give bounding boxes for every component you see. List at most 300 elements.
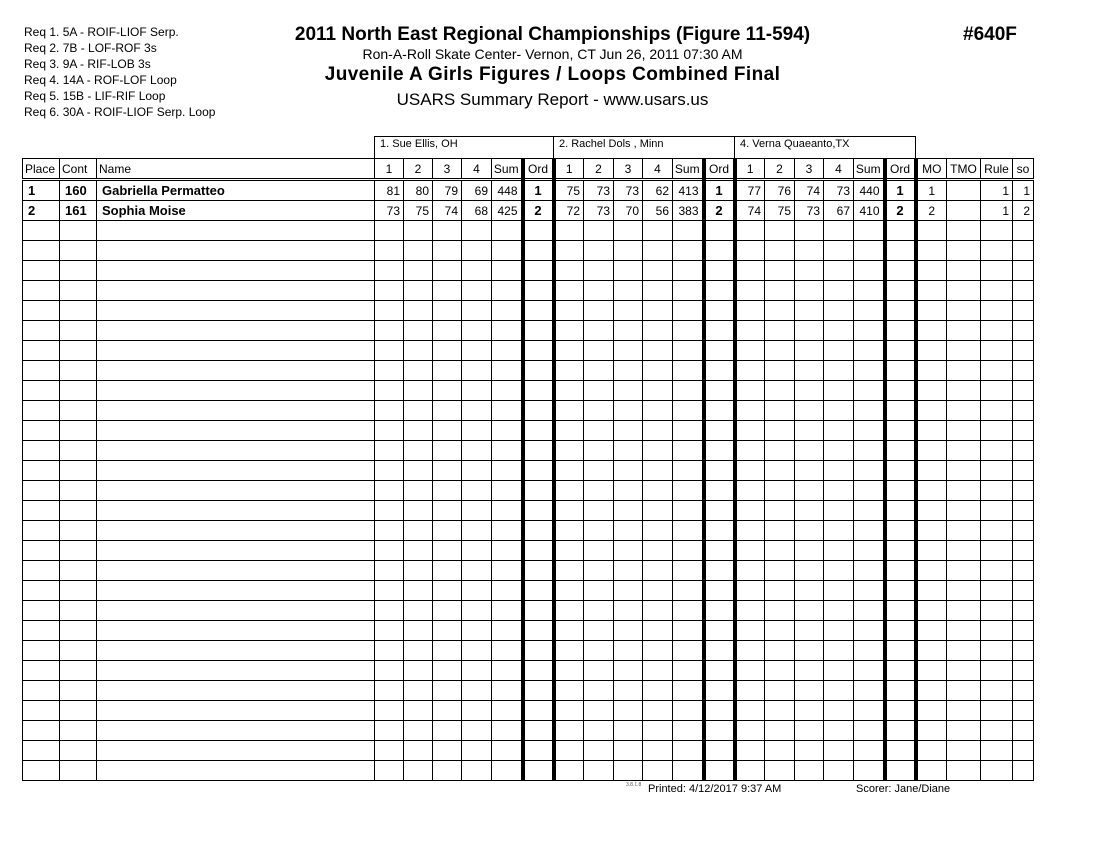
competition-title: 2011 North East Regional Championships (Figure 11-594) <box>294 24 811 45</box>
empty-cell <box>765 521 795 541</box>
empty-cell <box>795 381 824 401</box>
empty-cell <box>704 741 735 761</box>
empty-cell <box>404 761 433 781</box>
empty-cell <box>492 441 523 461</box>
empty-cell <box>735 221 765 241</box>
empty-cell <box>824 601 854 621</box>
empty-cell <box>885 641 916 661</box>
empty-cell <box>492 341 523 361</box>
empty-cell <box>795 361 824 381</box>
empty-cell <box>854 461 885 481</box>
empty-cell <box>375 401 404 421</box>
col-place: Place <box>23 159 60 180</box>
empty-cell <box>614 681 643 701</box>
empty-cell <box>735 401 765 421</box>
empty-cell <box>404 241 433 261</box>
empty-cell <box>23 581 60 601</box>
empty-cell <box>885 481 916 501</box>
empty-cell <box>584 261 614 281</box>
empty-cell <box>554 361 584 381</box>
sum-cell: 448 <box>492 180 523 201</box>
empty-cell <box>523 681 554 701</box>
empty-cell <box>643 401 673 421</box>
empty-cell <box>981 401 1013 421</box>
empty-cell <box>735 701 765 721</box>
empty-cell <box>584 481 614 501</box>
empty-cell <box>584 661 614 681</box>
empty-cell <box>947 601 981 621</box>
empty-cell <box>1013 501 1034 521</box>
empty-row <box>23 221 1034 241</box>
empty-cell <box>523 261 554 281</box>
empty-cell <box>375 421 404 441</box>
empty-row <box>23 741 1034 761</box>
empty-cell <box>404 281 433 301</box>
empty-cell <box>492 501 523 521</box>
empty-cell <box>824 401 854 421</box>
empty-cell <box>824 581 854 601</box>
empty-cell <box>1013 661 1034 681</box>
empty-cell <box>735 621 765 641</box>
empty-cell <box>854 701 885 721</box>
ord-cell: 1 <box>885 180 916 201</box>
empty-cell <box>462 741 492 761</box>
empty-cell <box>492 261 523 281</box>
empty-cell <box>981 261 1013 281</box>
empty-cell <box>433 641 462 661</box>
empty-cell <box>704 461 735 481</box>
empty-cell <box>554 761 584 781</box>
empty-cell <box>981 241 1013 261</box>
empty-cell <box>765 761 795 781</box>
requirement-item: Req 3. 9A - RIF-LOB 3s <box>24 57 151 71</box>
empty-cell <box>614 241 643 261</box>
empty-cell <box>916 621 947 641</box>
empty-cell <box>981 761 1013 781</box>
empty-cell <box>735 681 765 701</box>
empty-cell <box>1013 301 1034 321</box>
empty-cell <box>462 461 492 481</box>
empty-cell <box>854 301 885 321</box>
empty-cell <box>704 301 735 321</box>
empty-cell <box>765 561 795 581</box>
empty-cell <box>614 621 643 641</box>
event-title: Juvenile A Girls Figures / Loops Combined Final <box>324 64 781 85</box>
score-cell: 67 <box>824 201 854 221</box>
empty-cell <box>704 601 735 621</box>
empty-cell <box>614 561 643 581</box>
empty-cell <box>795 621 824 641</box>
empty-cell <box>97 341 375 361</box>
empty-cell <box>404 421 433 441</box>
empty-cell <box>523 581 554 601</box>
empty-cell <box>433 521 462 541</box>
empty-cell <box>23 561 60 581</box>
empty-cell <box>584 541 614 561</box>
empty-cell <box>673 601 704 621</box>
empty-cell <box>60 701 97 721</box>
empty-cell <box>643 321 673 341</box>
empty-cell <box>1013 541 1034 561</box>
empty-cell <box>916 601 947 621</box>
empty-row <box>23 321 1034 341</box>
empty-cell <box>795 221 824 241</box>
empty-cell <box>916 741 947 761</box>
empty-cell <box>375 441 404 461</box>
empty-cell <box>23 761 60 781</box>
col-j3-1: 1 <box>735 159 765 180</box>
scorer-names: Scorer: Jane/Diane <box>856 783 951 795</box>
empty-cell <box>60 721 97 741</box>
empty-cell <box>795 301 824 321</box>
empty-cell <box>433 481 462 501</box>
col-mo: MO <box>916 159 947 180</box>
empty-cell <box>433 681 462 701</box>
empty-cell <box>947 241 981 261</box>
empty-cell <box>824 501 854 521</box>
empty-cell <box>584 341 614 361</box>
empty-cell <box>765 261 795 281</box>
empty-cell <box>643 561 673 581</box>
empty-cell <box>584 281 614 301</box>
empty-cell <box>60 341 97 361</box>
empty-cell <box>916 661 947 681</box>
empty-cell <box>433 321 462 341</box>
empty-cell <box>433 241 462 261</box>
empty-cell <box>404 401 433 421</box>
empty-cell <box>704 441 735 461</box>
empty-cell <box>916 401 947 421</box>
score-cell: 76 <box>765 180 795 201</box>
ord-cell: 2 <box>523 201 554 221</box>
empty-cell <box>60 481 97 501</box>
empty-cell <box>981 361 1013 381</box>
empty-cell <box>673 641 704 661</box>
empty-cell <box>492 581 523 601</box>
empty-row <box>23 641 1034 661</box>
empty-cell <box>60 761 97 781</box>
empty-cell <box>947 701 981 721</box>
empty-cell <box>673 761 704 781</box>
empty-cell <box>673 701 704 721</box>
empty-cell <box>947 641 981 661</box>
empty-cell <box>462 221 492 241</box>
empty-cell <box>60 601 97 621</box>
empty-cell <box>523 701 554 721</box>
empty-cell <box>462 421 492 441</box>
empty-cell <box>60 281 97 301</box>
empty-cell <box>916 761 947 781</box>
empty-cell <box>433 541 462 561</box>
empty-cell <box>523 301 554 321</box>
empty-cell <box>824 701 854 721</box>
empty-cell <box>614 721 643 741</box>
empty-cell <box>584 381 614 401</box>
score-cell: 73 <box>375 201 404 221</box>
empty-cell <box>523 281 554 301</box>
empty-cell <box>885 601 916 621</box>
empty-cell <box>614 741 643 761</box>
score-cell: 72 <box>554 201 584 221</box>
empty-cell <box>981 521 1013 541</box>
empty-cell <box>614 401 643 421</box>
empty-cell <box>584 461 614 481</box>
empty-cell <box>462 261 492 281</box>
empty-cell <box>60 321 97 341</box>
empty-cell <box>643 441 673 461</box>
empty-cell <box>23 401 60 421</box>
empty-cell <box>1013 241 1034 261</box>
empty-cell <box>375 481 404 501</box>
empty-cell <box>523 721 554 741</box>
empty-cell <box>433 421 462 441</box>
empty-cell <box>916 361 947 381</box>
empty-cell <box>885 661 916 681</box>
col-rule: Rule <box>981 159 1013 180</box>
empty-cell <box>947 681 981 701</box>
col-j3-sum: Sum <box>854 159 885 180</box>
empty-cell <box>433 601 462 621</box>
empty-cell <box>433 361 462 381</box>
empty-cell <box>375 641 404 661</box>
empty-cell <box>492 601 523 621</box>
empty-cell <box>462 581 492 601</box>
cont-cell: 161 <box>60 201 97 221</box>
empty-row <box>23 661 1034 681</box>
empty-cell <box>916 461 947 481</box>
empty-cell <box>765 641 795 661</box>
empty-cell <box>614 221 643 241</box>
empty-cell <box>735 601 765 621</box>
score-cell: 74 <box>433 201 462 221</box>
empty-cell <box>375 681 404 701</box>
empty-cell <box>885 461 916 481</box>
empty-cell <box>704 241 735 261</box>
empty-cell <box>885 621 916 641</box>
empty-cell <box>462 661 492 681</box>
score-cell: 80 <box>404 180 433 201</box>
empty-cell <box>916 521 947 541</box>
empty-cell <box>795 341 824 361</box>
score-cell: 74 <box>735 201 765 221</box>
empty-cell <box>643 541 673 561</box>
empty-cell <box>375 461 404 481</box>
empty-cell <box>735 481 765 501</box>
empty-cell <box>795 501 824 521</box>
empty-cell <box>854 661 885 681</box>
empty-cell <box>614 361 643 381</box>
empty-cell <box>1013 461 1034 481</box>
empty-cell <box>673 441 704 461</box>
empty-cell <box>523 221 554 241</box>
empty-cell <box>854 421 885 441</box>
empty-cell <box>554 681 584 701</box>
empty-cell <box>375 621 404 641</box>
empty-cell <box>523 421 554 441</box>
empty-cell <box>97 221 375 241</box>
empty-cell <box>97 301 375 321</box>
empty-cell <box>492 221 523 241</box>
empty-cell <box>673 721 704 741</box>
empty-cell <box>1013 481 1034 501</box>
requirement-item: Req 2. 7B - LOF-ROF 3s <box>24 41 157 55</box>
empty-cell <box>433 721 462 741</box>
empty-cell <box>704 341 735 361</box>
empty-cell <box>947 481 981 501</box>
empty-cell <box>554 481 584 501</box>
empty-cell <box>735 341 765 361</box>
empty-cell <box>673 301 704 321</box>
empty-cell <box>765 501 795 521</box>
sum-cell: 413 <box>673 180 704 201</box>
empty-cell <box>947 461 981 481</box>
empty-cell <box>643 721 673 741</box>
table-row <box>23 180 1034 201</box>
empty-cell <box>916 221 947 241</box>
empty-cell <box>643 301 673 321</box>
empty-cell <box>23 361 60 381</box>
empty-cell <box>824 241 854 261</box>
empty-cell <box>584 501 614 521</box>
empty-cell <box>23 281 60 301</box>
empty-cell <box>981 481 1013 501</box>
empty-cell <box>916 581 947 601</box>
empty-cell <box>433 701 462 721</box>
empty-cell <box>404 701 433 721</box>
empty-cell <box>673 341 704 361</box>
empty-cell <box>584 761 614 781</box>
empty-cell <box>97 241 375 261</box>
empty-cell <box>554 241 584 261</box>
empty-cell <box>704 361 735 381</box>
empty-cell <box>23 741 60 761</box>
empty-cell <box>60 301 97 321</box>
empty-cell <box>60 261 97 281</box>
empty-cell <box>916 701 947 721</box>
requirement-item: Req 1. 5A - ROIF-LIOF Serp. <box>24 25 179 39</box>
empty-cell <box>643 461 673 481</box>
empty-cell <box>462 621 492 641</box>
empty-cell <box>795 541 824 561</box>
col-cont: Cont <box>60 159 97 180</box>
empty-cell <box>433 501 462 521</box>
empty-cell <box>492 561 523 581</box>
empty-cell <box>824 461 854 481</box>
so-cell: 2 <box>1013 201 1034 221</box>
empty-cell <box>492 361 523 381</box>
empty-cell <box>23 621 60 641</box>
score-cell: 56 <box>643 201 673 221</box>
empty-cell <box>1013 741 1034 761</box>
empty-cell <box>492 681 523 701</box>
empty-cell <box>765 401 795 421</box>
empty-cell <box>854 441 885 461</box>
empty-cell <box>433 461 462 481</box>
sum-cell: 440 <box>854 180 885 201</box>
empty-cell <box>60 661 97 681</box>
ord-cell: 1 <box>523 180 554 201</box>
empty-cell <box>523 361 554 381</box>
empty-cell <box>854 241 885 261</box>
empty-cell <box>643 501 673 521</box>
empty-cell <box>824 681 854 701</box>
empty-cell <box>523 641 554 661</box>
empty-cell <box>643 741 673 761</box>
empty-cell <box>795 401 824 421</box>
empty-cell <box>584 581 614 601</box>
empty-cell <box>60 521 97 541</box>
empty-cell <box>433 281 462 301</box>
empty-cell <box>673 521 704 541</box>
empty-cell <box>614 281 643 301</box>
empty-cell <box>643 521 673 541</box>
empty-cell <box>97 701 375 721</box>
empty-cell <box>433 581 462 601</box>
empty-cell <box>584 401 614 421</box>
empty-cell <box>375 601 404 621</box>
empty-cell <box>404 741 433 761</box>
empty-cell <box>735 501 765 521</box>
empty-cell <box>824 721 854 741</box>
name-cell: Gabriella Permatteo <box>97 180 375 201</box>
empty-cell <box>375 661 404 681</box>
requirement-item: Req 6. 30A - ROIF-LIOF Serp. Loop <box>24 105 216 119</box>
empty-cell <box>704 561 735 581</box>
empty-cell <box>643 601 673 621</box>
empty-cell <box>947 581 981 601</box>
empty-cell <box>97 441 375 461</box>
empty-cell <box>643 261 673 281</box>
empty-cell <box>704 481 735 501</box>
empty-cell <box>523 481 554 501</box>
empty-cell <box>673 401 704 421</box>
empty-row <box>23 561 1034 581</box>
empty-cell <box>854 641 885 661</box>
empty-cell <box>462 401 492 421</box>
empty-cell <box>554 501 584 521</box>
empty-cell <box>433 301 462 321</box>
empty-cell <box>795 521 824 541</box>
requirement-item: Req 4. 14A - ROF-LOF Loop <box>24 73 177 87</box>
empty-cell <box>404 221 433 241</box>
empty-row <box>23 441 1034 461</box>
empty-cell <box>375 361 404 381</box>
empty-cell <box>554 301 584 321</box>
empty-cell <box>404 441 433 461</box>
empty-cell <box>584 421 614 441</box>
table-header-row <box>23 159 1034 180</box>
empty-cell <box>916 561 947 581</box>
empty-cell <box>554 621 584 641</box>
empty-cell <box>885 681 916 701</box>
empty-cell <box>643 421 673 441</box>
empty-cell <box>704 541 735 561</box>
empty-cell <box>824 481 854 501</box>
empty-cell <box>673 241 704 261</box>
empty-cell <box>854 261 885 281</box>
col-j3-3: 3 <box>795 159 824 180</box>
judge-2-label: 2. Rachel Dols , Minn <box>553 136 735 158</box>
empty-cell <box>1013 641 1034 661</box>
empty-cell <box>765 381 795 401</box>
empty-cell <box>614 461 643 481</box>
empty-cell <box>492 741 523 761</box>
empty-cell <box>614 501 643 521</box>
empty-cell <box>614 301 643 321</box>
empty-cell <box>765 481 795 501</box>
empty-cell <box>885 401 916 421</box>
empty-cell <box>854 321 885 341</box>
